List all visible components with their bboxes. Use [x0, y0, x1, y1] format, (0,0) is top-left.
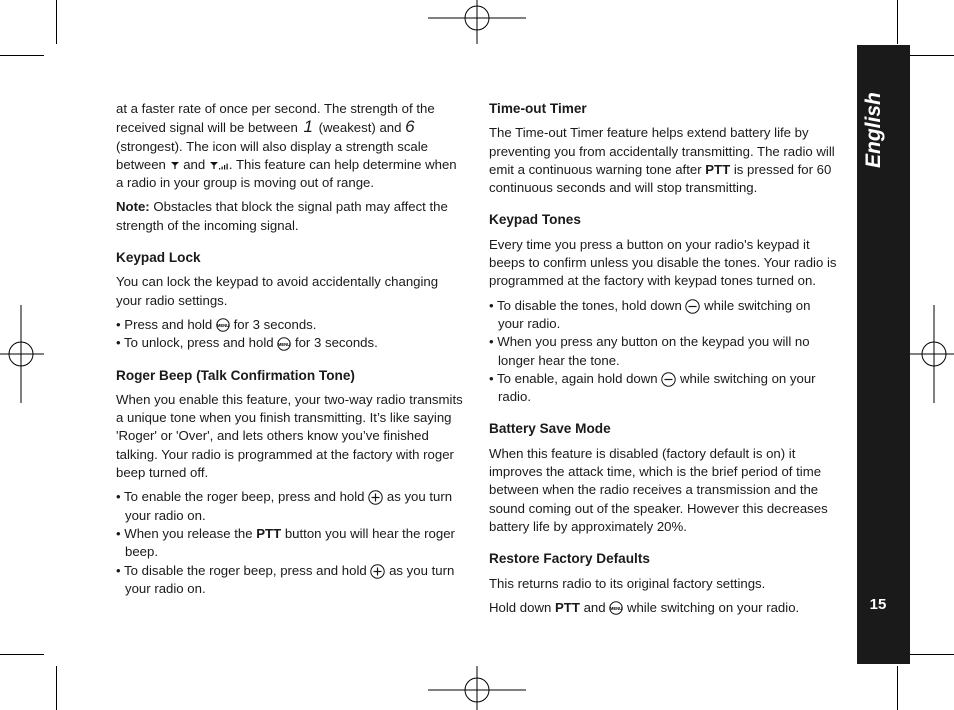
language-label: English — [862, 92, 885, 168]
crop-mark — [0, 55, 44, 56]
page-number: 15 — [869, 596, 887, 613]
list-item: • To disable the tones, hold down while switching on your radio. — [489, 297, 811, 331]
menu-button-icon — [216, 318, 230, 332]
list-item: • To enable, again hold down while switching on your radio. — [489, 370, 816, 405]
battery-save-text: When this feature is disabled (factory default is on) it improves the attack time, which is the brief period of time between when the radio receives a transmission and the sound coming out of the speaker. However this decreases battery life by approximately 20%. — [489, 445, 828, 534]
list-item: • When you press any button on the keypad you will no longer hear the tone. — [489, 334, 810, 368]
registration-mark-top — [428, 0, 526, 44]
crop-mark — [897, 666, 898, 710]
level-strongest: 6 — [405, 117, 415, 137]
left-column — [116, 100, 466, 598]
list-item: • When you release the PTT button you will hear the roger beep. — [116, 525, 455, 560]
right-column — [489, 100, 839, 617]
crop-mark — [910, 654, 954, 655]
list-item: • To unlock, press and hold MENU for 3 seconds. — [116, 335, 378, 351]
plus-button-icon — [368, 490, 383, 505]
note-label: Note: — [116, 199, 150, 215]
restore-defaults-instruction: Hold down PTT and MENU while switching on your radio. — [489, 599, 800, 615]
crop-mark — [0, 654, 44, 655]
menu-button-icon — [277, 337, 291, 351]
svg-text:MENU: MENU — [610, 606, 623, 612]
roger-beep-list — [116, 488, 466, 598]
svg-text:MENU: MENU — [216, 323, 230, 329]
list-item: • Press and hold MENU for 3 seconds. — [116, 316, 317, 332]
registration-mark-bottom — [428, 666, 526, 710]
timeout-timer-heading: Time-out Timer — [489, 101, 587, 116]
list-item: • To disable the roger beep, press and hold as you turn your radio on. — [116, 562, 455, 596]
signal-weak-icon — [170, 160, 180, 170]
crop-mark — [910, 55, 954, 56]
keypad-lock-heading: Keypad Lock — [116, 250, 201, 266]
ptt-label: PTT — [705, 161, 731, 177]
registration-mark-left — [0, 305, 44, 403]
roger-beep-heading: Roger Beep (Talk Confirmation Tone) — [116, 367, 355, 383]
roger-beep-text: When you enable this feature, your two-way radio transmits a unique tone when you finish transmitting. It’s like saying 'Roger' or 'Over', and lets others know you’ve finished talking. Your radio is programmed at the factory with roger beep turned off. — [116, 391, 463, 481]
keypad-tones-list — [489, 297, 839, 407]
timeout-timer-text: The Time-out Timer feature helps extend battery life by preventing you from accidentally transmitting. The radio will emit a continuous warning tone after PTT is pressed for 60 continuous seconds and will stop transmitting. — [489, 125, 835, 196]
level-weakest: 1 — [303, 117, 313, 137]
signal-full-icon — [209, 160, 229, 170]
restore-defaults-heading: Restore Factory Defaults — [489, 551, 650, 567]
registration-mark-right — [910, 305, 954, 403]
crop-mark — [56, 0, 57, 44]
keypad-tones-heading: Keypad Tones — [489, 212, 581, 228]
crop-mark — [56, 666, 57, 710]
crop-mark — [897, 0, 898, 44]
keypad-lock-list — [116, 316, 466, 353]
restore-defaults-text: This returns radio to its original factory settings. — [489, 575, 766, 591]
signal-strength-paragraph: at a faster rate of once per second. The strength of the received signal will be between 1 (weakest) and 6 (strongest). The icon will also display a strength scale between and . This feature can help determine when a radio in your group is moving out of range. — [116, 101, 457, 191]
menu-button-icon — [609, 601, 623, 615]
minus-button-icon — [661, 372, 676, 387]
keypad-lock-text: You can lock the keypad to avoid accidentally changing your radio settings. — [116, 274, 439, 308]
battery-save-heading: Battery Save Mode — [489, 421, 611, 437]
minus-button-icon — [685, 299, 700, 314]
keypad-tones-text: Every time you press a button on your radio's keypad it beeps to confirm unless you disable the tones. Your radio is programmed at the factory with keypad tones turned on. — [489, 236, 837, 289]
ptt-label: PTT — [256, 525, 282, 541]
svg-text:MENU: MENU — [278, 341, 291, 347]
ptt-label: PTT — [554, 599, 580, 615]
plus-button-icon — [370, 564, 385, 579]
list-item: • To enable the roger beep, press and hold as you turn your radio on. — [116, 489, 453, 523]
note-paragraph: Note: Obstacles that block the signal path may affect the strength of the incoming signal. — [116, 199, 448, 233]
